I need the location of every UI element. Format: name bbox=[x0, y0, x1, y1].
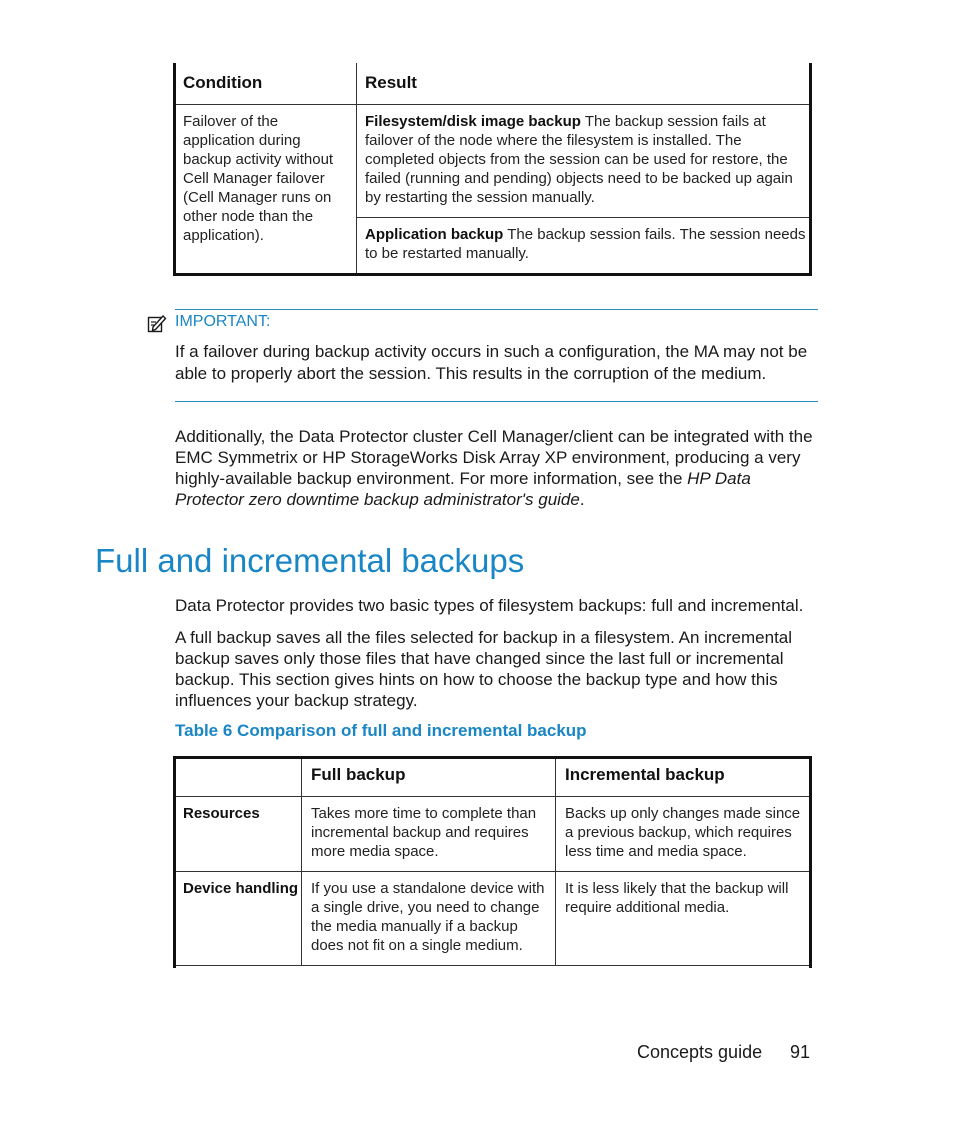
section-para-2: A full backup saves all the files selected for backup in a filesystem. An incremental backup saves only those files that have changed since the last full or incremental backup. This section gives hints on how to choose the backup type and how this influences your backup strategy. bbox=[175, 628, 793, 710]
result-cell-filesystem bbox=[365, 112, 807, 207]
result-text-filesystem: The backup session fails at failover of the node where the filesystem is installed. The completed objects from the session can be used for restore, the failed (running and pending) objects need to be backed up again by restarting the session manually. bbox=[365, 113, 793, 206]
row-label-resources: Resources bbox=[183, 805, 260, 822]
header-incremental-backup: Incremental backup bbox=[565, 765, 725, 784]
section-para-1: Data Protector provides two basic types of filesystem backups: full and incremental. bbox=[175, 596, 804, 615]
additional-text: Additionally, the Data Protector cluster Cell Manager/client can be integrated with the EMC Symmetrix or HP StorageWorks Disk Array XP environment, producing a very highly-available backup environment. For more information, see the bbox=[175, 427, 813, 488]
additional-paragraph bbox=[175, 426, 815, 510]
guide-reference: HP Data Protector zero downtime backup administrator's guide bbox=[175, 469, 751, 509]
section-heading: Full and incremental backups bbox=[95, 542, 525, 579]
page-number: 91 bbox=[790, 1042, 811, 1062]
condition-cell: Failover of the application during backup activity without Cell Manager failover (Cell Manager runs on other node than the application). bbox=[183, 113, 334, 244]
header-condition: Condition bbox=[183, 73, 263, 92]
comparison-table bbox=[173, 756, 812, 968]
additional-end: . bbox=[579, 490, 585, 509]
result-cell-application bbox=[365, 225, 807, 263]
cell-resources-full: Takes more time to complete than incremental backup and requires more media space. bbox=[311, 805, 537, 860]
important-text: If a failover during backup activity occurs in such a configuration, the MA may not be able to properly abort the session. This results in the corruption of the medium. bbox=[175, 342, 808, 383]
header-result: Result bbox=[365, 73, 417, 92]
footer-title: Concepts guide bbox=[637, 1042, 763, 1062]
row-label-device-handling: Device handling bbox=[183, 880, 299, 897]
result-label-filesystem: Filesystem/disk image backup bbox=[365, 113, 581, 130]
note-bottom-rule bbox=[175, 401, 818, 402]
result-label-application: Application backup bbox=[365, 226, 504, 243]
cell-resources-incremental: Backs up only changes made since a previous backup, which requires less time and media space. bbox=[565, 805, 801, 860]
cell-device-full: If you use a standalone device with a single drive, you need to change the media manually if a backup does not fit on a single medium. bbox=[311, 880, 545, 954]
header-full-backup: Full backup bbox=[311, 765, 406, 784]
result-text-application: The backup session fails. The session needs to be restarted manually. bbox=[365, 226, 806, 262]
table-caption: Table 6 Comparison of full and incremental backup bbox=[175, 721, 587, 740]
failover-table bbox=[173, 63, 812, 276]
note-pencil-icon bbox=[147, 313, 167, 333]
note-top-rule bbox=[175, 309, 818, 310]
important-label: IMPORTANT: bbox=[175, 313, 271, 330]
cell-device-incremental: It is less likely that the backup will require additional media. bbox=[565, 880, 789, 916]
